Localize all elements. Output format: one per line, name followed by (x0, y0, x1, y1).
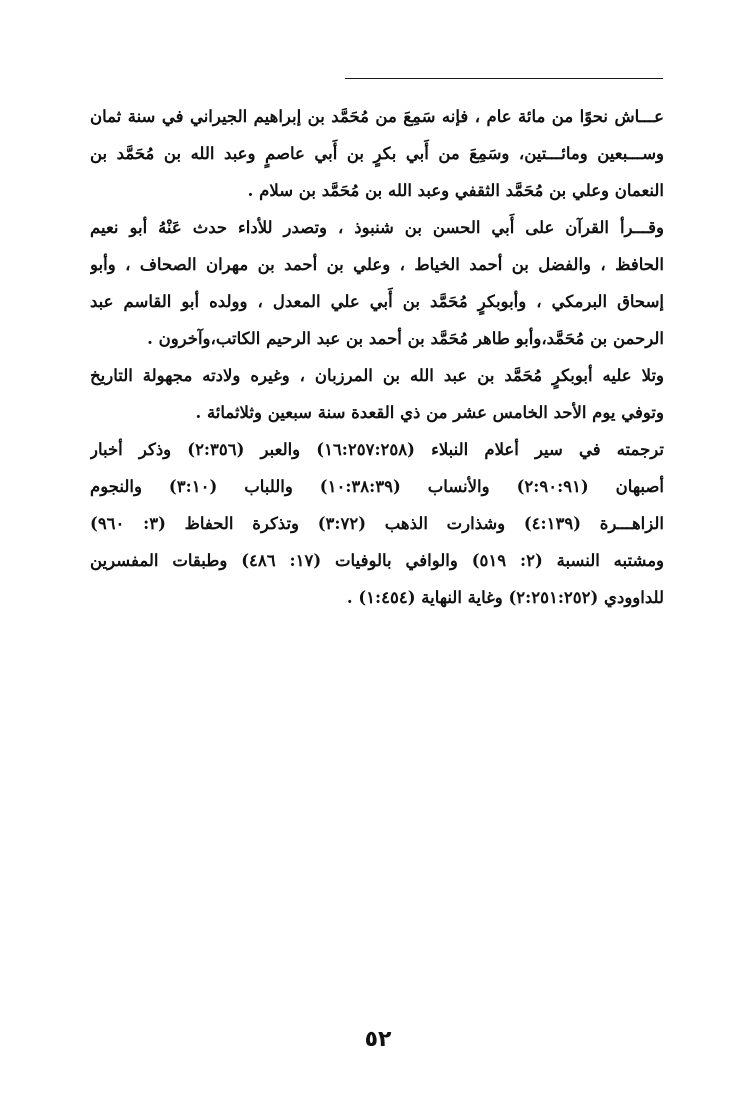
text-line: وقـــرأ القرآن على أَبي الحسن بن شنبوذ ، وتصدر للأداء حدث عَنْهُ أبو نعيم (90, 218, 664, 237)
paragraph-biography (90, 98, 664, 209)
text-line: وتلا عليه أبوبكرٍ مُحَمَّد بن عبد الله بن المرزبان ، وغيره ولادته مجهولة التاريخ (90, 366, 664, 385)
text-line: عـــاش نحوًا من مائة عام ، فإنه سَمِعَ من مُحَمَّد بن إبراهيم الجيراني في سنة ثمان (90, 107, 664, 126)
paragraph-death (90, 357, 664, 431)
text-line: إسحاق البرمكي ، وأبوبكرٍ مُحَمَّد بن أَبي علي المعدل ، وولده أبو القاسم عبد (90, 292, 664, 311)
body-text (90, 98, 664, 616)
header-rule (345, 78, 663, 79)
text-line: النعمان وعلي بن مُحَمَّد الثقفي وعبد الله بن مُحَمَّد بن سلام . (247, 181, 664, 200)
paragraph-students (90, 209, 664, 357)
text-line: ومشتبه النسبة (٢: ٥١٩) والوافي بالوفيات (١٧: ٤٨٦) وطبقات المفسرين (90, 551, 664, 570)
text-line: الحافظ ، والفضل بن أحمد الخياط ، وعلي بن أحمد بن مهران الصحاف ، وأبو (90, 255, 664, 274)
text-line: وســـبعين ومائـــتين، وسَمِعَ من أَبي بكرٍ بن أَبي عاصمٍ وعبد الله بن مُحَمَّد بن (90, 144, 664, 163)
text-line: وتوفي يوم الأحد الخامس عشر من ذي القعدة سنة سبعين وثلاثمائة . (195, 403, 664, 422)
text-line: أصبهان (٢:٩٠:٩١) والأنساب (١٠:٣٨:٣٩) واللباب (٣:١٠) والنجوم (90, 477, 664, 496)
paragraph-references (90, 431, 664, 616)
text-line: الزاهـــرة (٤:١٣٩) وشذارت الذهب (٣:٧٢) وتذكرة الحفاظ (٣: ٩٦٠) (90, 514, 664, 533)
text-line: ترجمته في سير أعلام النبلاء (١٦:٢٥٧:٢٥٨) والعبر (٢:٣٥٦) وذكر أخبار (90, 440, 664, 459)
text-line: للداوودي (٢:٢٥١:٢٥٢) وغاية النهاية (١:٤٥٤) . (346, 588, 664, 607)
page-number: ٥٢ (364, 1027, 392, 1052)
text-line: الرحمن بن مُحَمَّد،وأبو طاهر مُحَمَّد بن أحمد بن عبد الرحيم الكاتب،وآخرون . (147, 329, 664, 348)
